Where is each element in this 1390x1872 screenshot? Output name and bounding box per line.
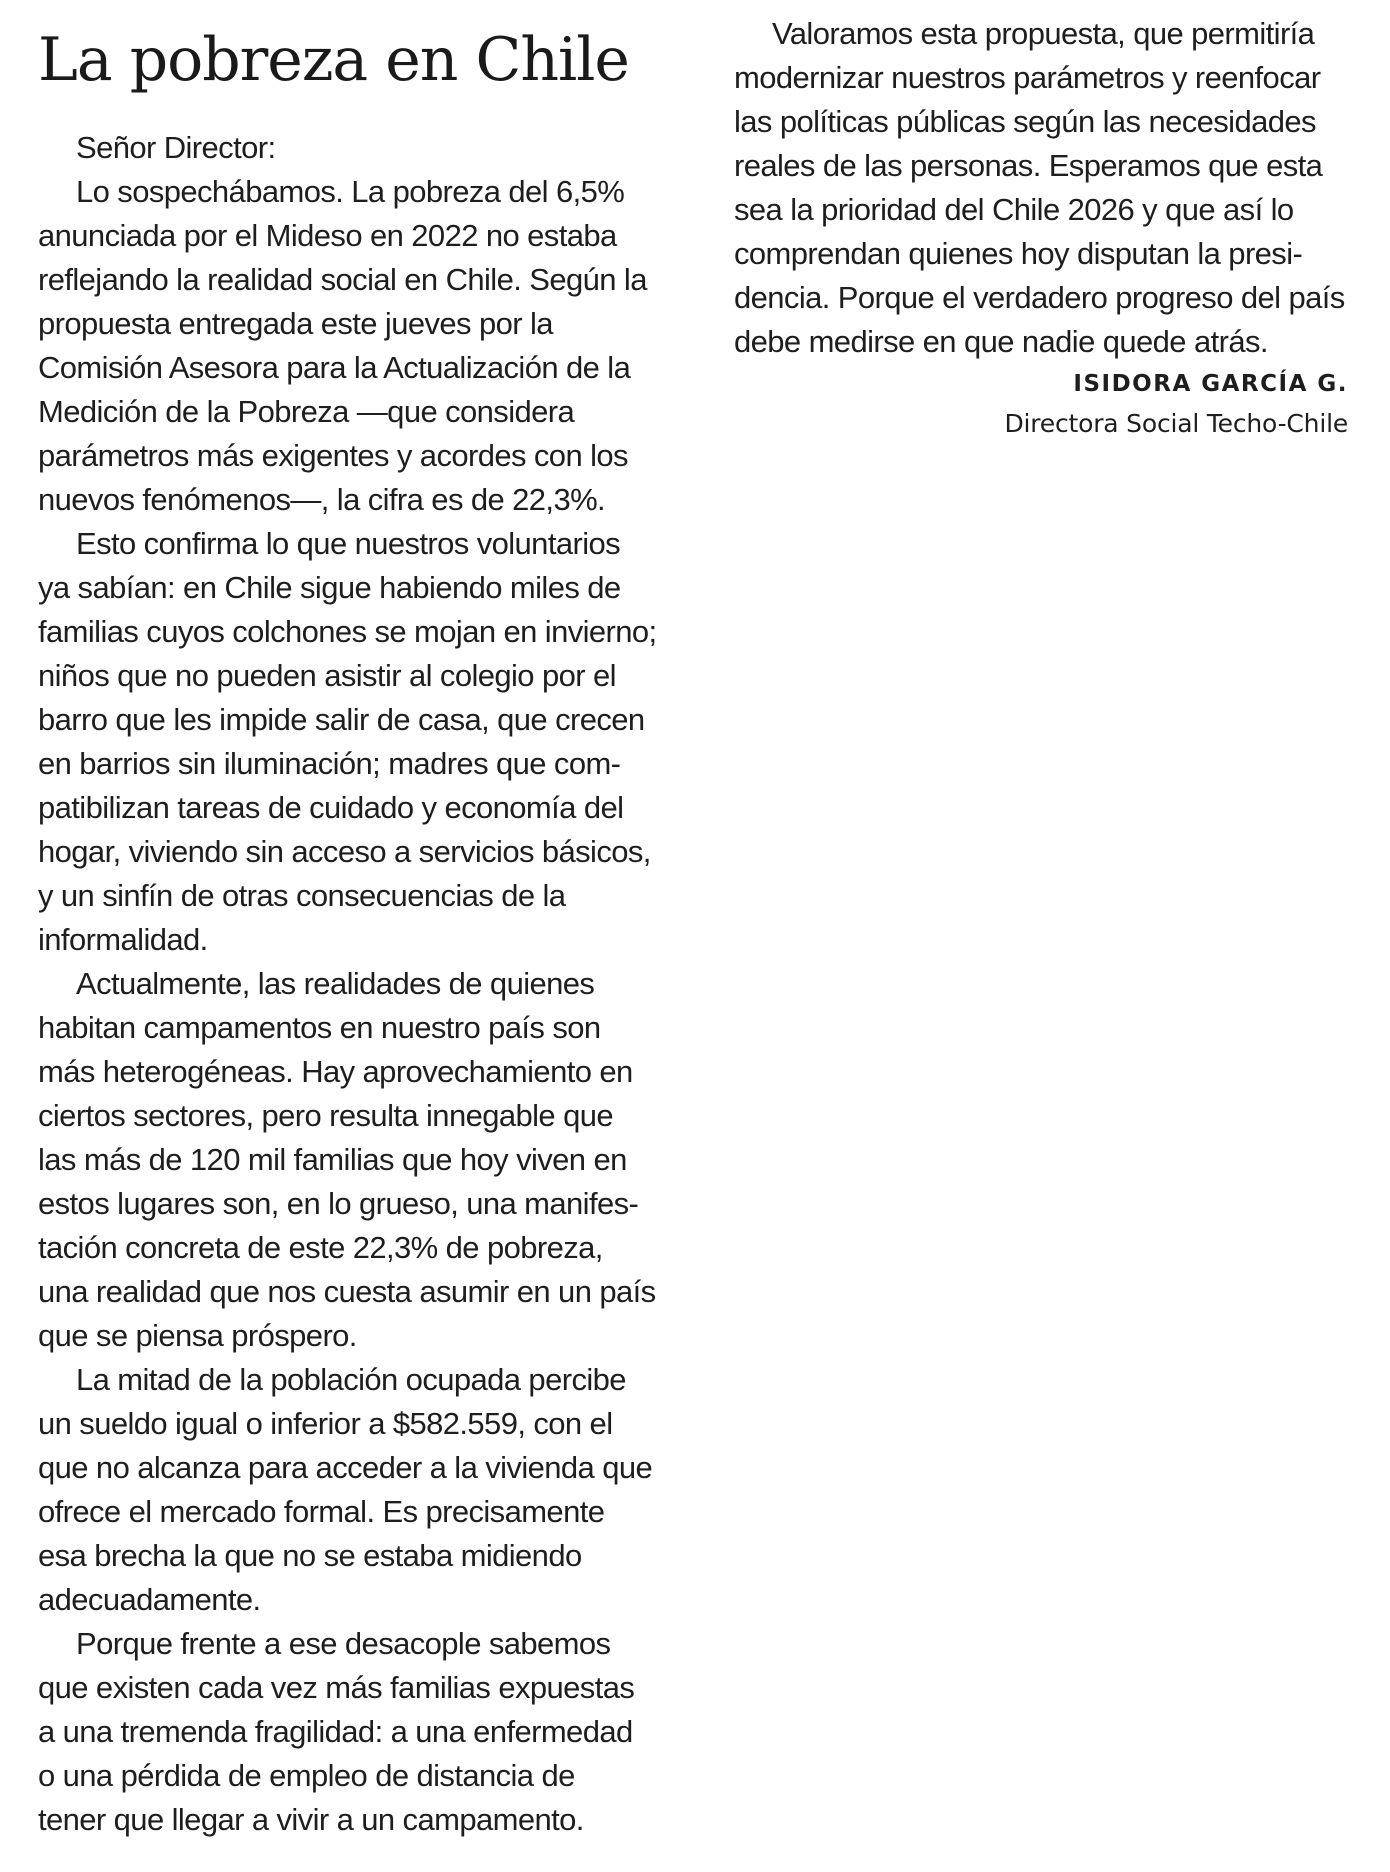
text-line: Valoramos esta propuesta, que permitiría — [772, 16, 1315, 51]
text-line: a una tremenda fragilidad: a una enfermedad — [38, 1714, 633, 1749]
text-line: reflejando la realidad social en Chile. Según la — [38, 262, 647, 297]
text-line: hogar, viviendo sin acceso a servicios básicos, — [38, 834, 651, 869]
text-line: debe medirse en que nadie quede atrás. — [734, 324, 1268, 359]
text-line: ofrece el mercado formal. Es precisamente — [38, 1494, 605, 1529]
text-line: reales de las personas. Esperamos que esta — [734, 148, 1323, 183]
text-line: más heterogéneas. Hay aprovechamiento en — [38, 1054, 633, 1089]
text-line: propuesta entregada este jueves por la — [38, 306, 553, 341]
text-line: Esto confirma lo que nuestros voluntarios — [76, 526, 621, 561]
text-line: ciertos sectores, pero resulta innegable que — [38, 1098, 614, 1133]
text-line: que se piensa próspero. — [38, 1318, 357, 1353]
text-line: tación concreta de este 22,3% de pobreza, — [38, 1230, 603, 1265]
text-line: Señor Director: — [76, 130, 276, 165]
text-line: habitan campamentos en nuestro país son — [38, 1010, 601, 1045]
signature-role: Directora Social Techo-Chile — [1004, 409, 1348, 438]
text-line: en barrios sin iluminación; madres que com- — [38, 746, 621, 781]
text-line: que no alcanza para acceder a la vivienda que — [38, 1450, 653, 1485]
text-line: barro que les impide salir de casa, que crecen — [38, 702, 645, 737]
signature — [734, 364, 1348, 444]
text-line: Medición de la Pobreza —que considera — [38, 394, 575, 429]
text-line: las políticas públicas según las necesidades — [734, 104, 1316, 139]
text-line: estos lugares son, en lo grueso, una manifes- — [38, 1186, 639, 1221]
text-line: parámetros más exigentes y acordes con los — [38, 438, 628, 473]
left-column-body — [38, 126, 662, 1842]
text-line: nuevos fenómenos—, la cifra es de 22,3%. — [38, 482, 606, 517]
text-line: informalidad. — [38, 922, 208, 957]
text-line: La mitad de la población ocupada percibe — [76, 1362, 626, 1397]
text-line: esa brecha la que no se estaba midiendo — [38, 1538, 582, 1573]
text-line: o una pérdida de empleo de distancia de — [38, 1758, 575, 1793]
text-line: una realidad que nos cuesta asumir en un país — [38, 1274, 656, 1309]
text-line: Lo sospechábamos. La pobreza del 6,5% — [76, 174, 625, 209]
text-line: tener que llegar a vivir a un campamento. — [38, 1802, 584, 1837]
text-line: las más de 120 mil familias que hoy viven en — [38, 1142, 627, 1177]
text-line: Porque frente a ese desacople sabemos — [76, 1626, 611, 1661]
text-line: niños que no pueden asistir al colegio por el — [38, 658, 616, 693]
text-line: dencia. Porque el verdadero progreso del país — [734, 280, 1345, 315]
text-line: ya sabían: en Chile sigue habiendo miles de — [38, 570, 621, 605]
text-line: Actualmente, las realidades de quienes — [76, 966, 595, 1001]
text-line: patibilizan tareas de cuidado y economía del — [38, 790, 624, 825]
text-line: y un sinfín de otras consecuencias de la — [38, 878, 566, 913]
text-line: modernizar nuestros parámetros y reenfocar — [734, 60, 1321, 95]
text-line: adecuadamente. — [38, 1582, 261, 1617]
headline: La pobreza en Chile — [38, 25, 629, 95]
text-line: familias cuyos colchones se mojan en invierno; — [38, 614, 657, 649]
text-line: Comisión Asesora para la Actualización de la — [38, 350, 631, 385]
text-line: anunciada por el Mideso en 2022 no estaba — [38, 218, 617, 253]
text-line: que existen cada vez más familias expuestas — [38, 1670, 635, 1705]
text-line: sea la prioridad del Chile 2026 y que así lo — [734, 192, 1294, 227]
text-line: comprendan quienes hoy disputan la presi- — [734, 236, 1303, 271]
right-column-body — [734, 12, 1348, 364]
text-line: un sueldo igual o inferior a $582.559, con el — [38, 1406, 613, 1441]
signature-name: ISIDORA GARCÍA G. — [1073, 371, 1348, 397]
